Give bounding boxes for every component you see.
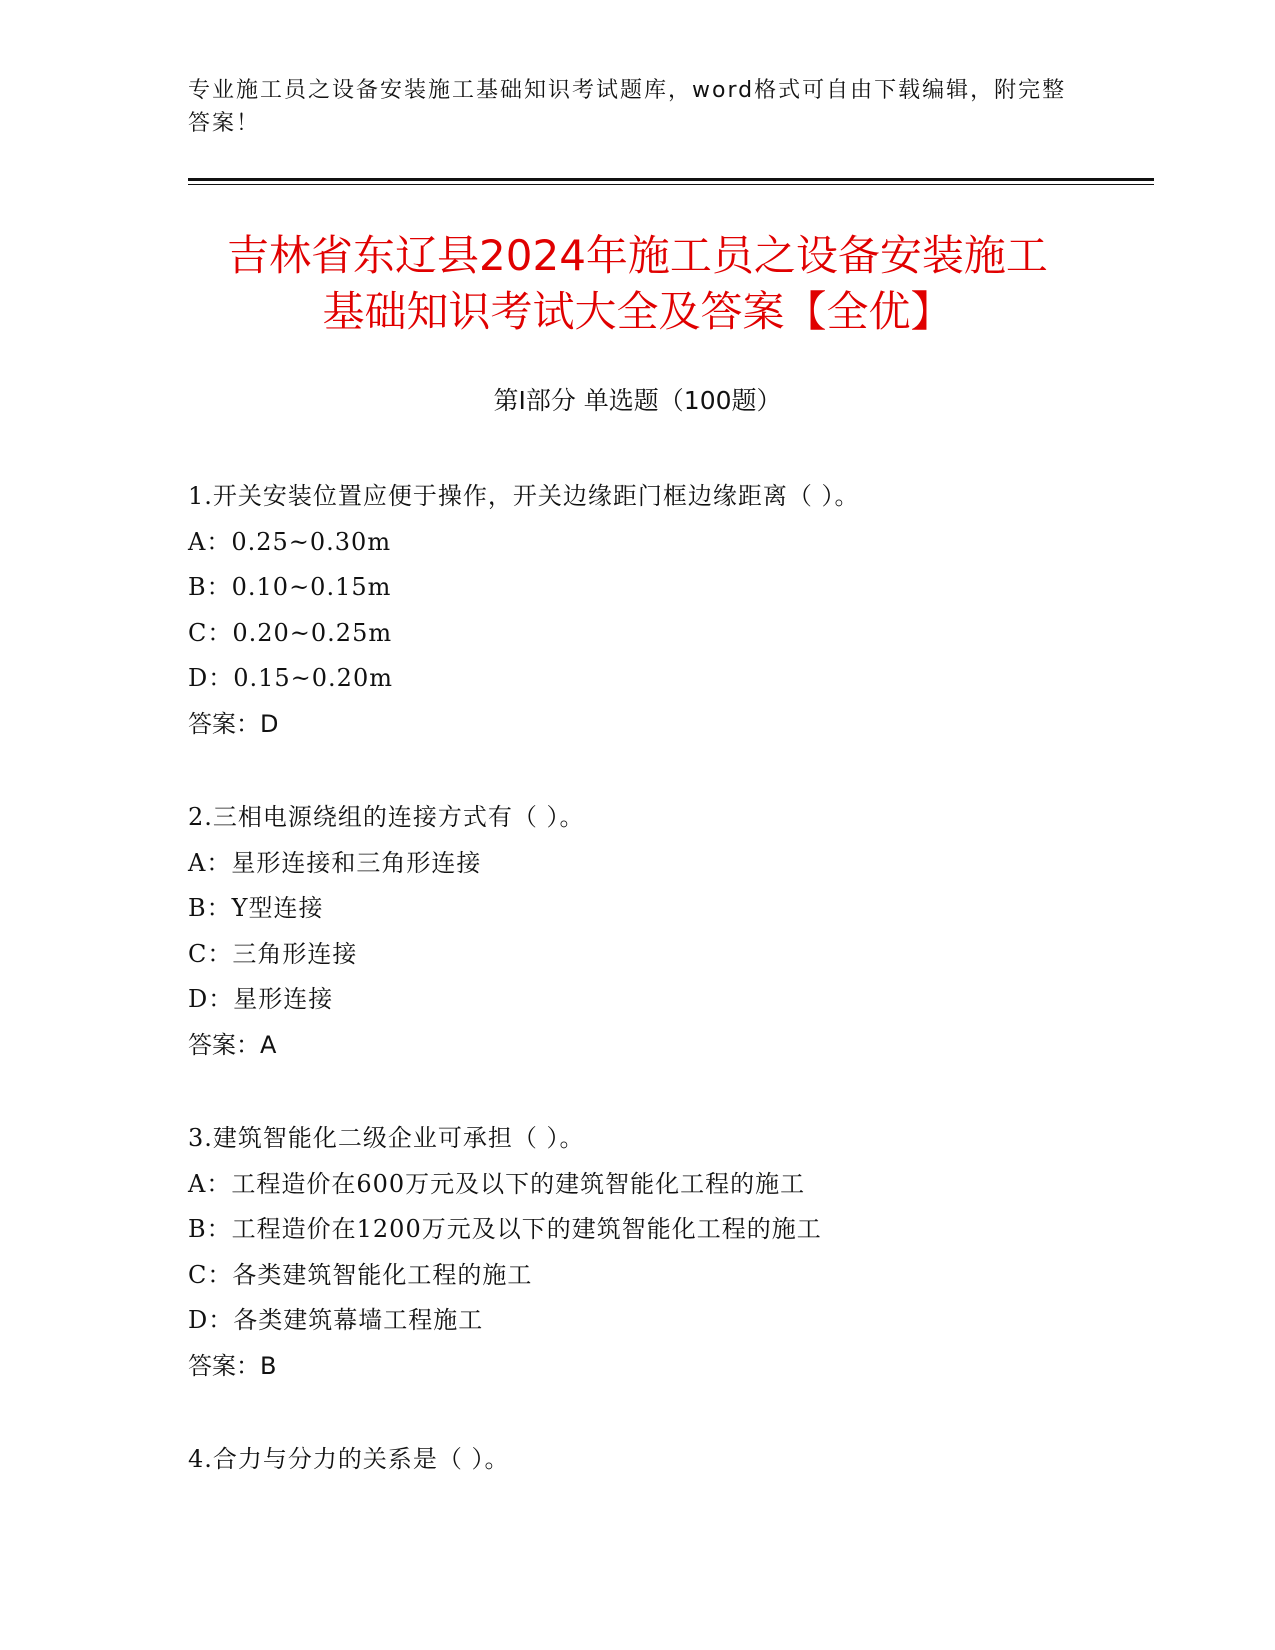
- question-4: [188, 1437, 1168, 1483]
- document-title-line-1: 吉林省东辽县2024年施工员之设备安装施工: [227, 231, 1048, 280]
- question-stem: 1.开关安装位置应便于操作，开关边缘距门框边缘距离（ ）。: [188, 482, 860, 510]
- document-title-line-2: 基础知识考试大全及答案【全优】: [322, 287, 953, 336]
- question-2: [188, 795, 1168, 1068]
- header-divider-thin: [188, 184, 1154, 185]
- option-a: A：工程造价在600万元及以下的建筑智能化工程的施工: [188, 1169, 806, 1198]
- question-stem: 4.合力与分力的关系是（ ）。: [188, 1445, 510, 1473]
- header-note: 专业施工员之设备安装施工基础知识考试题库，word格式可自由下载编辑，附完整答案！: [188, 78, 1067, 136]
- option-c: C：三角形连接: [188, 939, 358, 968]
- option-c: C：0.20~0.25m: [188, 618, 393, 647]
- header-divider-thick: [188, 178, 1154, 181]
- option-d: D：0.15~0.20m: [188, 664, 393, 692]
- question-1: [188, 474, 1168, 747]
- question-stem: 2.三相电源绕组的连接方式有（ ）。: [188, 803, 585, 831]
- option-b: B：Y型连接: [188, 894, 324, 922]
- option-b: B：0.10~0.15m: [188, 573, 392, 601]
- option-a: A：0.25~0.30m: [188, 527, 392, 556]
- option-c: C：各类建筑智能化工程的施工: [188, 1260, 533, 1289]
- option-d: D：星形连接: [188, 985, 334, 1013]
- document-title: [150, 228, 1125, 340]
- answer: 答案：D: [188, 709, 279, 738]
- option-b: B：工程造价在1200万元及以下的建筑智能化工程的施工: [188, 1215, 822, 1243]
- option-a: A：星形连接和三角形连接: [188, 848, 482, 877]
- option-d: D：各类建筑幕墙工程施工: [188, 1306, 484, 1334]
- answer: 答案：B: [188, 1351, 277, 1380]
- answer: 答案：A: [188, 1030, 277, 1059]
- question-stem: 3.建筑智能化二级企业可承担（ ）。: [188, 1124, 585, 1152]
- question-3: [188, 1116, 1168, 1389]
- question-list: [188, 474, 1168, 1531]
- section-title: 第Ⅰ部分 单选题（100题）: [493, 386, 782, 415]
